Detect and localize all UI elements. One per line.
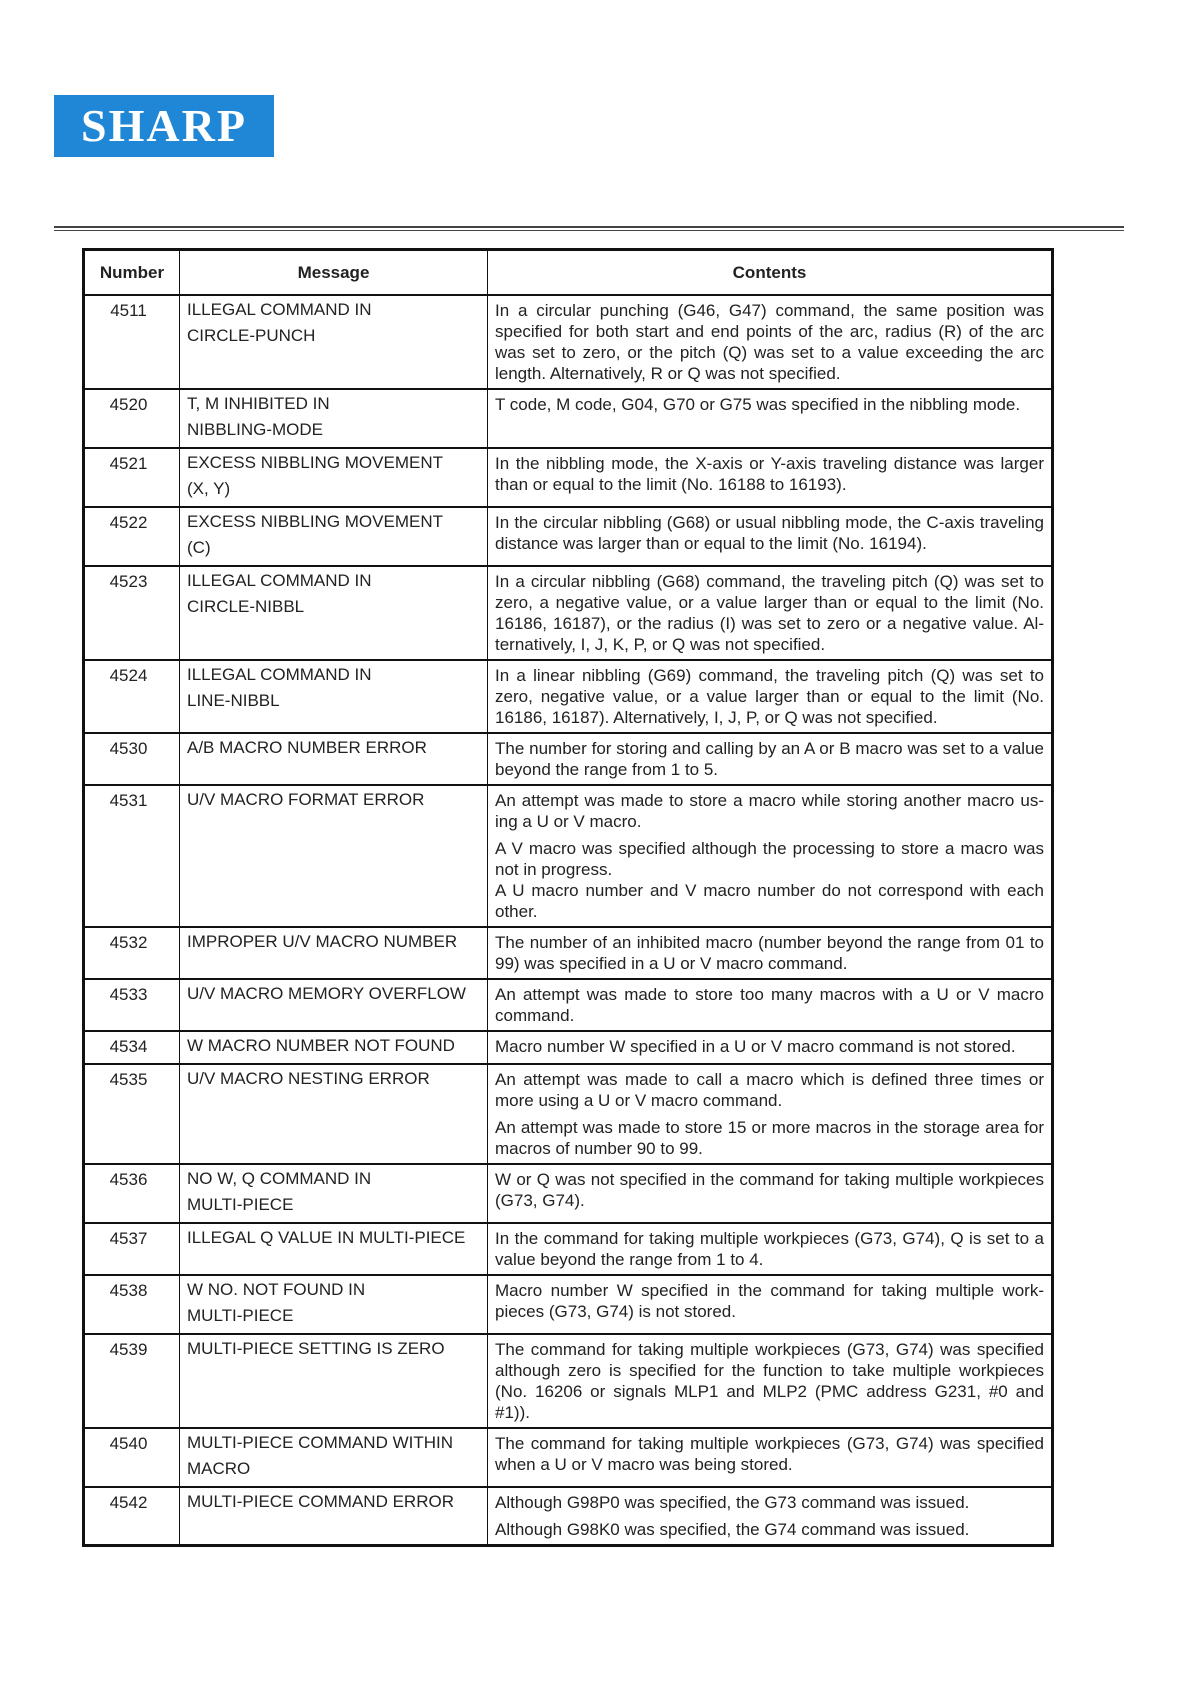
contents-paragraph: The command for taking multiple workpieces (G73, G74) was specified although zero is specified for the function to take multiple workpieces (No. 16206 or signals MLP1 and MLP2 (PMC address G231, #0 and #1)). xyxy=(495,1340,1044,1422)
table-row xyxy=(84,389,1053,448)
table-row xyxy=(84,927,1053,979)
message-line: MULTI-PIECE xyxy=(187,1306,294,1325)
sharp-logo: SHARP xyxy=(54,95,274,157)
cell-number: 4537 xyxy=(84,1223,180,1275)
cell-number: 4521 xyxy=(84,448,180,507)
message-line: NIBBLING-MODE xyxy=(187,420,324,439)
contents-paragraph: In the command for taking multiple workpieces (G73, G74), Q is set to a value beyond the range from 1 to 4. xyxy=(495,1229,1044,1269)
cell-message xyxy=(180,1223,488,1275)
contents-paragraph: Macro number W specified in the command for taking multiple work-pieces (G73, G74) is not stored. xyxy=(495,1281,1044,1321)
message-line: A/B MACRO NUMBER ERROR xyxy=(187,738,427,757)
contents-paragraph: W or Q was not specified in the command for taking multiple workpieces (G73, G74). xyxy=(495,1170,1044,1210)
header-rule-thin xyxy=(54,230,1124,231)
message-line: NO W, Q COMMAND IN xyxy=(187,1169,372,1188)
cell-contents xyxy=(488,1031,1053,1064)
table-row xyxy=(84,448,1053,507)
message-line: ILLEGAL COMMAND IN xyxy=(187,300,372,319)
message-line: ILLEGAL Q VALUE IN MULTI-PIECE xyxy=(187,1228,466,1247)
table-row xyxy=(84,979,1053,1031)
column-header-number: Number xyxy=(84,250,180,296)
contents-paragraph: Although G98K0 was specified, the G74 command was issued. xyxy=(495,1520,970,1539)
table-row xyxy=(84,1064,1053,1164)
cell-message xyxy=(180,389,488,448)
cell-number: 4538 xyxy=(84,1275,180,1334)
table-row xyxy=(84,785,1053,927)
table-row xyxy=(84,1164,1053,1223)
cell-contents xyxy=(488,448,1053,507)
cell-number: 4535 xyxy=(84,1064,180,1164)
message-line: ILLEGAL COMMAND IN xyxy=(187,571,372,590)
table-row xyxy=(84,1428,1053,1487)
cell-contents xyxy=(488,785,1053,927)
cell-number: 4523 xyxy=(84,566,180,660)
message-line: MULTI-PIECE COMMAND WITHIN xyxy=(187,1433,454,1452)
table-row xyxy=(84,507,1053,566)
alarm-code-table xyxy=(82,248,1054,1547)
message-line: U/V MACRO NESTING ERROR xyxy=(187,1069,430,1088)
message-line: MULTI-PIECE xyxy=(187,1195,294,1214)
message-line: MULTI-PIECE COMMAND ERROR xyxy=(187,1492,454,1511)
cell-message xyxy=(180,1487,488,1546)
cell-number: 4539 xyxy=(84,1334,180,1428)
contents-paragraph: In the nibbling mode, the X-axis or Y-axis traveling distance was larger than or equal to the limit (No. 16188 to 16193). xyxy=(495,454,1044,494)
cell-message xyxy=(180,448,488,507)
cell-message xyxy=(180,1334,488,1428)
cell-contents xyxy=(488,1064,1053,1164)
contents-paragraph: A V macro was specified although the processing to store a macro was not in progress. A U macro number and V macro number do not correspond with each other. xyxy=(495,839,1044,921)
table-row xyxy=(84,733,1053,785)
message-line: U/V MACRO MEMORY OVERFLOW xyxy=(187,984,466,1003)
message-line: MACRO xyxy=(187,1459,251,1478)
cell-contents xyxy=(488,566,1053,660)
cell-contents xyxy=(488,927,1053,979)
message-line: EXCESS NIBBLING MOVEMENT xyxy=(187,512,443,531)
cell-contents xyxy=(488,733,1053,785)
contents-paragraph: The number of an inhibited macro (number beyond the range from 01 to 99) was specified in a U or V macro command. xyxy=(495,933,1044,973)
message-line: IMPROPER U/V MACRO NUMBER xyxy=(187,932,458,951)
cell-contents xyxy=(488,295,1053,389)
cell-number: 4530 xyxy=(84,733,180,785)
cell-number: 4511 xyxy=(84,295,180,389)
cell-contents xyxy=(488,660,1053,733)
cell-message xyxy=(180,295,488,389)
message-line: W NO. NOT FOUND IN xyxy=(187,1280,366,1299)
cell-number: 4540 xyxy=(84,1428,180,1487)
message-line: T, M INHIBITED IN xyxy=(187,394,330,413)
table-row xyxy=(84,1487,1053,1546)
cell-message xyxy=(180,566,488,660)
message-line: LINE-NIBBL xyxy=(187,691,280,710)
table-row xyxy=(84,566,1053,660)
cell-contents xyxy=(488,1334,1053,1428)
cell-contents xyxy=(488,389,1053,448)
table-row xyxy=(84,660,1053,733)
column-header-message: Message xyxy=(180,250,488,296)
cell-number: 4520 xyxy=(84,389,180,448)
message-line: W MACRO NUMBER NOT FOUND xyxy=(187,1036,455,1055)
table-row xyxy=(84,295,1053,389)
contents-paragraph: In the circular nibbling (G68) or usual nibbling mode, the C-axis traveling distance was larger than or equal to the limit (No. 16194). xyxy=(495,513,1044,553)
cell-contents xyxy=(488,1164,1053,1223)
header-rule xyxy=(54,226,1124,228)
cell-message xyxy=(180,1275,488,1334)
message-line: U/V MACRO FORMAT ERROR xyxy=(187,790,425,809)
message-line: CIRCLE-NIBBL xyxy=(187,597,305,616)
cell-contents xyxy=(488,1223,1053,1275)
cell-contents xyxy=(488,1275,1053,1334)
cell-number: 4524 xyxy=(84,660,180,733)
message-line: (C) xyxy=(187,538,211,557)
contents-paragraph: Macro number W specified in a U or V macro command is not stored. xyxy=(495,1037,1016,1056)
cell-message xyxy=(180,1064,488,1164)
contents-paragraph: In a circular punching (G46, G47) command, the same position was specified for both start and end points of the arc, radius (R) of the arc was set to zero, or the pitch (Q) was set to a value exceeding the arc length. Alternatively, R or Q was not specified. xyxy=(495,301,1044,383)
cell-message xyxy=(180,1164,488,1223)
message-line: CIRCLE-PUNCH xyxy=(187,326,316,345)
cell-message xyxy=(180,1428,488,1487)
message-line: MULTI-PIECE SETTING IS ZERO xyxy=(187,1339,445,1358)
contents-paragraph: In a linear nibbling (G69) command, the traveling pitch (Q) was set to zero, negative value, or a value larger than or equal to the limit (No. 16186, 16187). Alternatively, I, J, P, or Q was not specified. xyxy=(495,666,1044,727)
contents-paragraph: An attempt was made to store 15 or more macros in the storage area for macros of number 90 to 99. xyxy=(495,1118,1044,1158)
cell-number: 4522 xyxy=(84,507,180,566)
cell-contents xyxy=(488,1487,1053,1546)
cell-message xyxy=(180,660,488,733)
cell-number: 4532 xyxy=(84,927,180,979)
message-line: EXCESS NIBBLING MOVEMENT xyxy=(187,453,443,472)
table-row xyxy=(84,1334,1053,1428)
cell-message xyxy=(180,927,488,979)
table-row xyxy=(84,1031,1053,1064)
cell-contents xyxy=(488,1428,1053,1487)
table-row xyxy=(84,1223,1053,1275)
contents-paragraph: The number for storing and calling by an A or B macro was set to a value beyond the range from 1 to 5. xyxy=(495,739,1044,779)
column-header-contents: Contents xyxy=(488,250,1053,296)
cell-message xyxy=(180,507,488,566)
cell-contents xyxy=(488,507,1053,566)
contents-paragraph: In a circular nibbling (G68) command, the traveling pitch (Q) was set to zero, a negative value, or a value larger than or equal to the limit (No. 16186, 16187), or the radius (I) was set to zero or a negative value. Al-ternatively, I, J, K, P, or Q was not specified. xyxy=(495,572,1044,654)
cell-number: 4533 xyxy=(84,979,180,1031)
cell-number: 4536 xyxy=(84,1164,180,1223)
contents-paragraph: An attempt was made to store a macro while storing another macro us-ing a U or V macro. xyxy=(495,791,1044,831)
contents-paragraph: An attempt was made to store too many macros with a U or V macro command. xyxy=(495,985,1044,1025)
table-header-row xyxy=(84,250,1053,296)
contents-paragraph: Although G98P0 was specified, the G73 command was issued. xyxy=(495,1493,970,1512)
cell-number: 4534 xyxy=(84,1031,180,1064)
cell-number: 4531 xyxy=(84,785,180,927)
cell-message xyxy=(180,1031,488,1064)
message-line: (X, Y) xyxy=(187,479,231,498)
cell-number: 4542 xyxy=(84,1487,180,1546)
table-row xyxy=(84,1275,1053,1334)
cell-message xyxy=(180,979,488,1031)
contents-paragraph: T code, M code, G04, G70 or G75 was specified in the nibbling mode. xyxy=(495,395,1021,414)
contents-paragraph: The command for taking multiple workpieces (G73, G74) was specified when a U or V macro was being stored. xyxy=(495,1434,1044,1474)
contents-paragraph: An attempt was made to call a macro which is defined three times or more using a U or V macro command. xyxy=(495,1070,1044,1110)
message-line: ILLEGAL COMMAND IN xyxy=(187,665,372,684)
cell-contents xyxy=(488,979,1053,1031)
cell-message xyxy=(180,785,488,927)
cell-message xyxy=(180,733,488,785)
